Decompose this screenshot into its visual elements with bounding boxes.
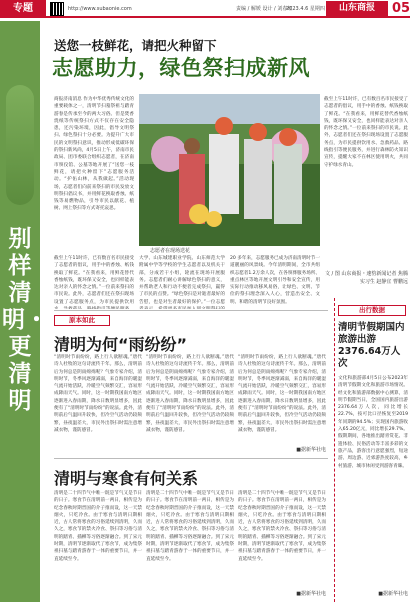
sidebar-byline: ■据新华社电: [378, 591, 408, 597]
article2-col-1: 清明是二十四节气中唯一既是节气又是节日的日子。寒食节在清明前一两日，相传是为纪念春秋时期晋国的介子推而设，这一天禁烟火，只吃冷食。由于寒食与清明日期相近，古人常将寒食的习俗延续到清明，久而久之，寒食节的禁火冷食、祭扫等习俗与清明的踏青、插柳等习俗逐渐融合。到了宋元时期，清明节逐渐取代了寒食节，成为集祭祖扫墓与踏青游春于一体的重要节日，并一直延续至今。: [54, 491, 142, 562]
lead-kicker: 送您一枝鲜花，请把火种留下: [54, 38, 217, 53]
brand-logo: 山东商报: [326, 1, 388, 16]
lead-col-3: 大学、山东城建职业学院、山东师范大学附属中学等学校的学生志愿者以及机关干部，分成若干小组，轮流在现场开展服务。志愿者们耐心讲解绿色祭扫的意义，并帮助老人和行动不便者完成祭扫，赢得了市民的点赞。“绿色祭扫是对逝者最好的告慰，也是对生者最好的保护。”一位志愿: [139, 256, 225, 305]
lead-byline: 文 / 图 山东商报・速豹新闻记者 焦腾 实习生 赵静宜 曹鹏远: [324, 271, 408, 285]
article2-col-2: 清明是二十四节气中唯一既是节气又是节日的日子。寒食节在清明前一两日，相传是为纪念春秋时期晋国的介子推而设，这一天禁烟火，只吃冷食。由于寒食与清明日期相近，古人常将寒食的习俗延续到清明，久而久之，寒食节的禁火冷食、祭扫等习俗与清明的踏青、插柳等习俗逐渐融合。到了宋元时期，清明节逐渐取代了寒食节，成为集祭祖扫墓与踏青游春于一体的重要节日，并一直延续至今。: [146, 491, 234, 562]
lead-col-2: 截至上午11时许，已有数百名市民接受了志愿者的倡议，用手中的香烛、纸钱换取了鲜花。“在我看来，用鲜花替代香烛纸钱，既环保又安全，也同样能表达对亲人的怀念之情。”一位前来祭扫的市民说。此外，志愿者们还在祭扫现场设置了志愿服务点，为市民提供饮用: [54, 256, 134, 305]
section-tag: 专题: [0, 0, 46, 18]
qr-code-icon: [50, 2, 64, 16]
section-divider: [54, 310, 328, 311]
sidebar-text: 文化和旅游部4月5日公布2023年清明节假期文化和旅游市场情况。经文化和旅游部数据中心测算，清明节假期当日，全国国内旅游出游2376.64万人次，同比增长22.7%，按可比口径恢复至2019年同期的94.5%；实现国内旅游收入65.20亿元，同比增长29.7%。假期期间，各地推出踏青赏花、非遗体验、民俗活动等丰富多彩的文旅产品，游客出行意愿强烈，短途游、周边游、近郊游热度较高，乡村旅游、城市休闲受到游客青睐。: [338, 376, 408, 469]
issue-date: 2023.4.6 星期四: [286, 6, 325, 12]
article2-byline: ■据新华社电: [296, 591, 326, 597]
sidebar-label: 出行数据: [338, 305, 406, 316]
photo-caption: 志愿者在现场送花: [150, 248, 191, 254]
lead-headline: 志愿助力，绿色祭扫成新风: [52, 56, 310, 80]
article1-col-2: “清明时节雨纷纷，路上行人欲断魂。”唐代诗人杜牧的这句诗流传千年。那么，清明前后为何总是阴雨绵绵呢？气象专家介绍，清明时节，冬季风逐渐减弱，来自海洋的暖湿气流开始活跃，冷暖空气频繁交汇，容易形成降雨天气。同时，这一时期我国南方地区逐渐进入春雨期，降水日数明显增多，因此便有了“清明时节雨纷纷”的说法。此外，清明前后气温回升较快，但冷空气活动仍较频繁，昼夜温差大，市民外出祭扫时需注意增减衣物，谨防感冒。: [146, 355, 234, 433]
rail-title: 别样清明・更清明: [2, 225, 48, 414]
photo-illustration: [139, 94, 320, 246]
article1-byline: ■据新华社电: [296, 447, 326, 453]
article1-title: 清明为何“雨纷纷”: [54, 335, 188, 354]
site-url: http://www.subaonie.com: [68, 6, 132, 12]
section-label: 原本如此: [54, 315, 110, 326]
article2-col-3: 清明是二十四节气中唯一既是节气又是节日的日子。寒食节在清明前一两日，相传是为纪念春秋时期晋国的介子推而设，这一天禁烟火，只吃冷食。由于寒食与清明日期相近，古人常将寒食的习俗延续到清明，久而久之，寒食节的禁火冷食、祭扫等习俗与清明的踏青、插柳等习俗逐渐融合。到了宋元时期，清明节逐渐取代了寒食节，成为集祭祖扫墓与踏青游春于一体的重要节日，并一直延续至今。: [238, 491, 326, 562]
article1-col-1: “清明时节雨纷纷，路上行人欲断魂。”唐代诗人杜牧的这句诗流传千年。那么，清明前后为何总是阴雨绵绵呢？气象专家介绍，清明时节，冬季风逐渐减弱，来自海洋的暖湿气流开始活跃，冷暖空气频繁交汇，容易形成降雨天气。同时，这一时期我国南方地区逐渐进入春雨期，降水日数明显增多，因此便有了“清明时节雨纷纷”的说法。此外，清明前后气温回升较快，但冷空气活动仍较频繁，昼夜温差大，市民外出祭扫时需注意增减衣物，谨防感冒。: [54, 355, 142, 433]
article2-title: 清明与寒食有何关系: [54, 469, 199, 488]
sidebar-title: 清明节假期国内旅游出游2376.64万人次: [338, 322, 405, 369]
article2-divider: [54, 458, 328, 459]
volunteers-photo: [139, 94, 320, 246]
lead-col-5: 截至上午11时许，已有数百名市民接受了志愿者的倡议，用手中的香烛、纸钱换取了鲜花。“在我看来，用鲜花替代香烛纸钱，既环保又安全，也同样能表达对亲人的怀念之情。”一位前来祭扫的市民说。此外，志愿者们还在祭扫现场设置了志愿服务点，为市民提供饮用水、急救药品、路线指引等便民服务，并进行森林防火知识宣传，提醒大家不在林区使用明火，共同守护绿水青山。: [324, 97, 408, 168]
edit-info: 责编 / 解媛 设计 / 刘春红: [236, 6, 293, 12]
page-number: 05: [392, 1, 410, 16]
article1-col-3: “清明时节雨纷纷，路上行人欲断魂。”唐代诗人杜牧的这句诗流传千年。那么，清明前后为何总是阴雨绵绵呢？气象专家介绍，清明时节，冬季风逐渐减弱，来自海洋的暖湿气流开始活跃，冷暖空气频繁交汇，容易形成降雨天气。同时，这一时期我国南方地区逐渐进入春雨期，降水日数明显增多，因此便有了“清明时节雨纷纷”的说法。此外，清明前后气温回升较快，但冷空气活动仍较频繁，昼夜温差大，市民外出祭扫时需注意增减衣物，谨防感冒。: [238, 355, 326, 433]
lead-col-1: 商报济南消息 作为中华优秀传统文化的重要载体之一，清明节扫墓祭祖与踏青游春是传承至今的两大习俗。但是焚香烧纸等传统祭扫方式不仅存在安全隐患，还污染环境，因此，倡导文明祭扫、绿色祭扫十分必要。为提升广大市民的文明祭扫意识，推动形成低碳环保的祭扫新风尚，4月5日上午，济南市民政局、团市委联合组织志愿者，在济南市殡仪馆、公墓等地开展了“送您一枝鲜花，请把火种留下”志愿服务活动。“护佑山林，从我做起。”活动现场，志愿者们向前来祭扫的市民发放文明祭扫倡议书，并用鲜花换取香烛、纸钱等易燃物品，引导市民以献花、植树、网上祭扫等方式寄托哀思。: [54, 97, 134, 212]
rail-decoration: [6, 85, 34, 205]
lead-col-4: 20 多年来，志愿服务已成为济南清明时节一道靓丽的风景线。今年清明期间，全市共组织志愿者1.2万余人次，在各殡葬服务场所、重点林区等地开展文明引导和安全宣传，用实际行动推动移风易俗，让绿色、文明、节俭的祭扫理念深入人心，营造出安全、文明、和谐的清明节良好氛围。: [230, 256, 320, 305]
